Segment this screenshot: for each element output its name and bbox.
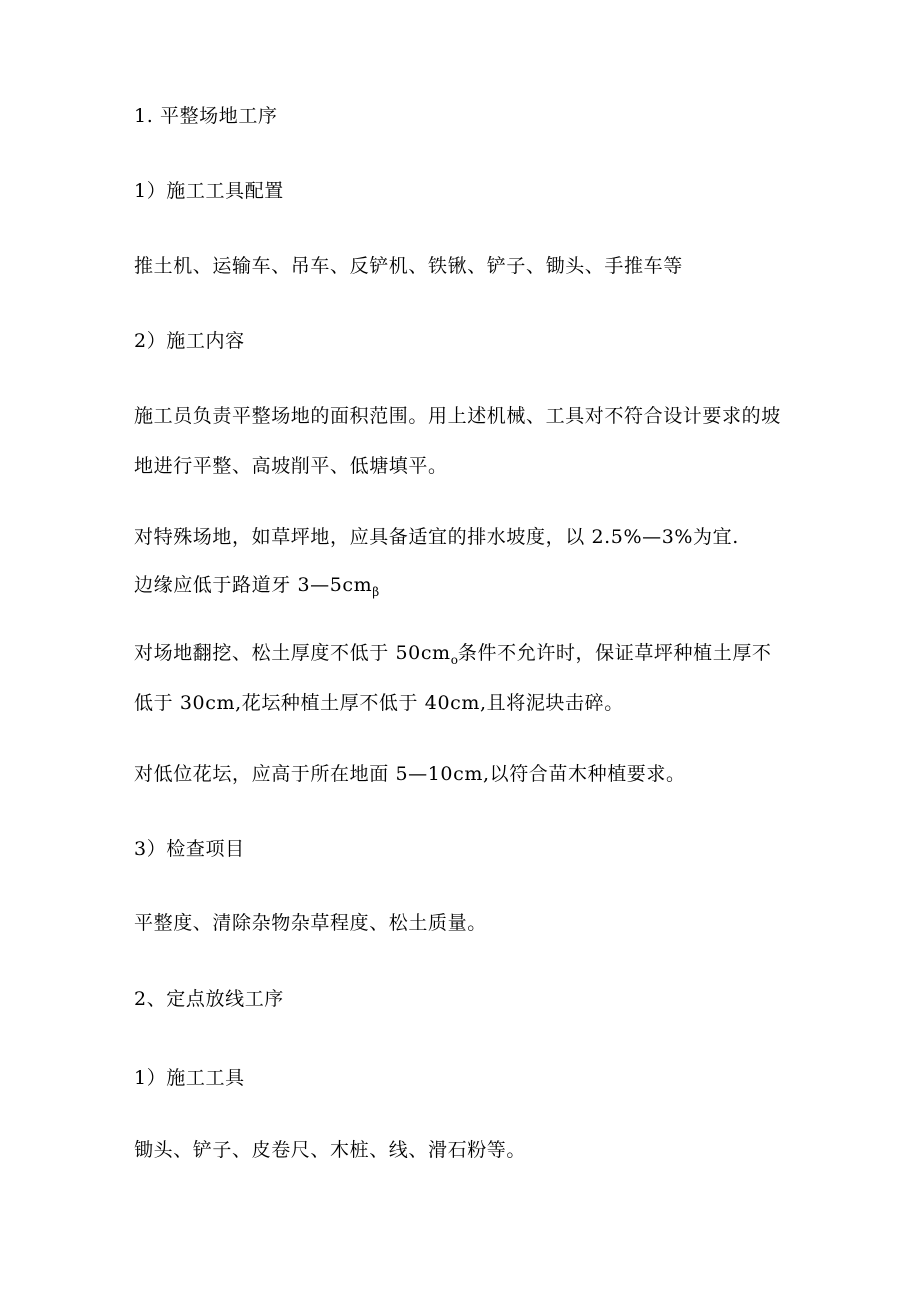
paragraph-inspection-list: 平整度、清除杂物杂草程度、松土质量。	[134, 912, 487, 934]
soil-depth-subscript: o	[450, 653, 458, 667]
paragraph-low-flowerbed: 对低位花坛，应高于所在地面 5—10cm,以符合苗木种植要求。	[134, 763, 686, 785]
paragraph-drainage-slope: 对特殊场地，如草坪地，应具备适宜的排水坡度，以 2.5%—3%为宜.	[134, 526, 739, 548]
subheading-tools-config: 1）施工工具配置	[134, 180, 284, 202]
paragraph-soil-depth-line-2: 低于 30cm,花坛种植土厚不低于 40cm,且将泥块击碎。	[134, 692, 624, 714]
paragraph-edge-height	[134, 573, 379, 604]
subheading-inspection-items: 3）检查项目	[134, 838, 245, 860]
edge-height-subscript: β	[372, 585, 380, 599]
soil-depth-text-b: 条件不允许时，保证草坪种植土厚不	[457, 642, 772, 664]
heading-site-leveling: 1. 平整场地工序	[134, 105, 278, 127]
paragraph-soil-depth-line-1	[134, 641, 772, 672]
edge-height-text: 边缘应低于路道牙 3—5cm	[134, 574, 373, 596]
subheading-construction-tools: 1）施工工具	[134, 1067, 245, 1089]
paragraph-staking-tools: 锄头、铲子、皮卷尺、木桩、线、滑石粉等。	[134, 1139, 527, 1161]
paragraph-responsibility-line-2: 地进行平整、高坡削平、低塘填平。	[134, 455, 448, 477]
paragraph-tools-list: 推土机、运输车、吊车、反铲机、铁锹、铲子、锄头、手推车等	[134, 255, 683, 277]
heading-staking-layout: 2、定点放线工序	[134, 988, 284, 1010]
soil-depth-text-a: 对场地翻挖、松土厚度不低于 50cm	[134, 642, 451, 664]
paragraph-responsibility-line-1: 施工员负责平整场地的面积范围。用上述机械、工具对不符合设计要求的坡	[134, 405, 781, 427]
subheading-construction-content: 2）施工内容	[134, 330, 245, 352]
